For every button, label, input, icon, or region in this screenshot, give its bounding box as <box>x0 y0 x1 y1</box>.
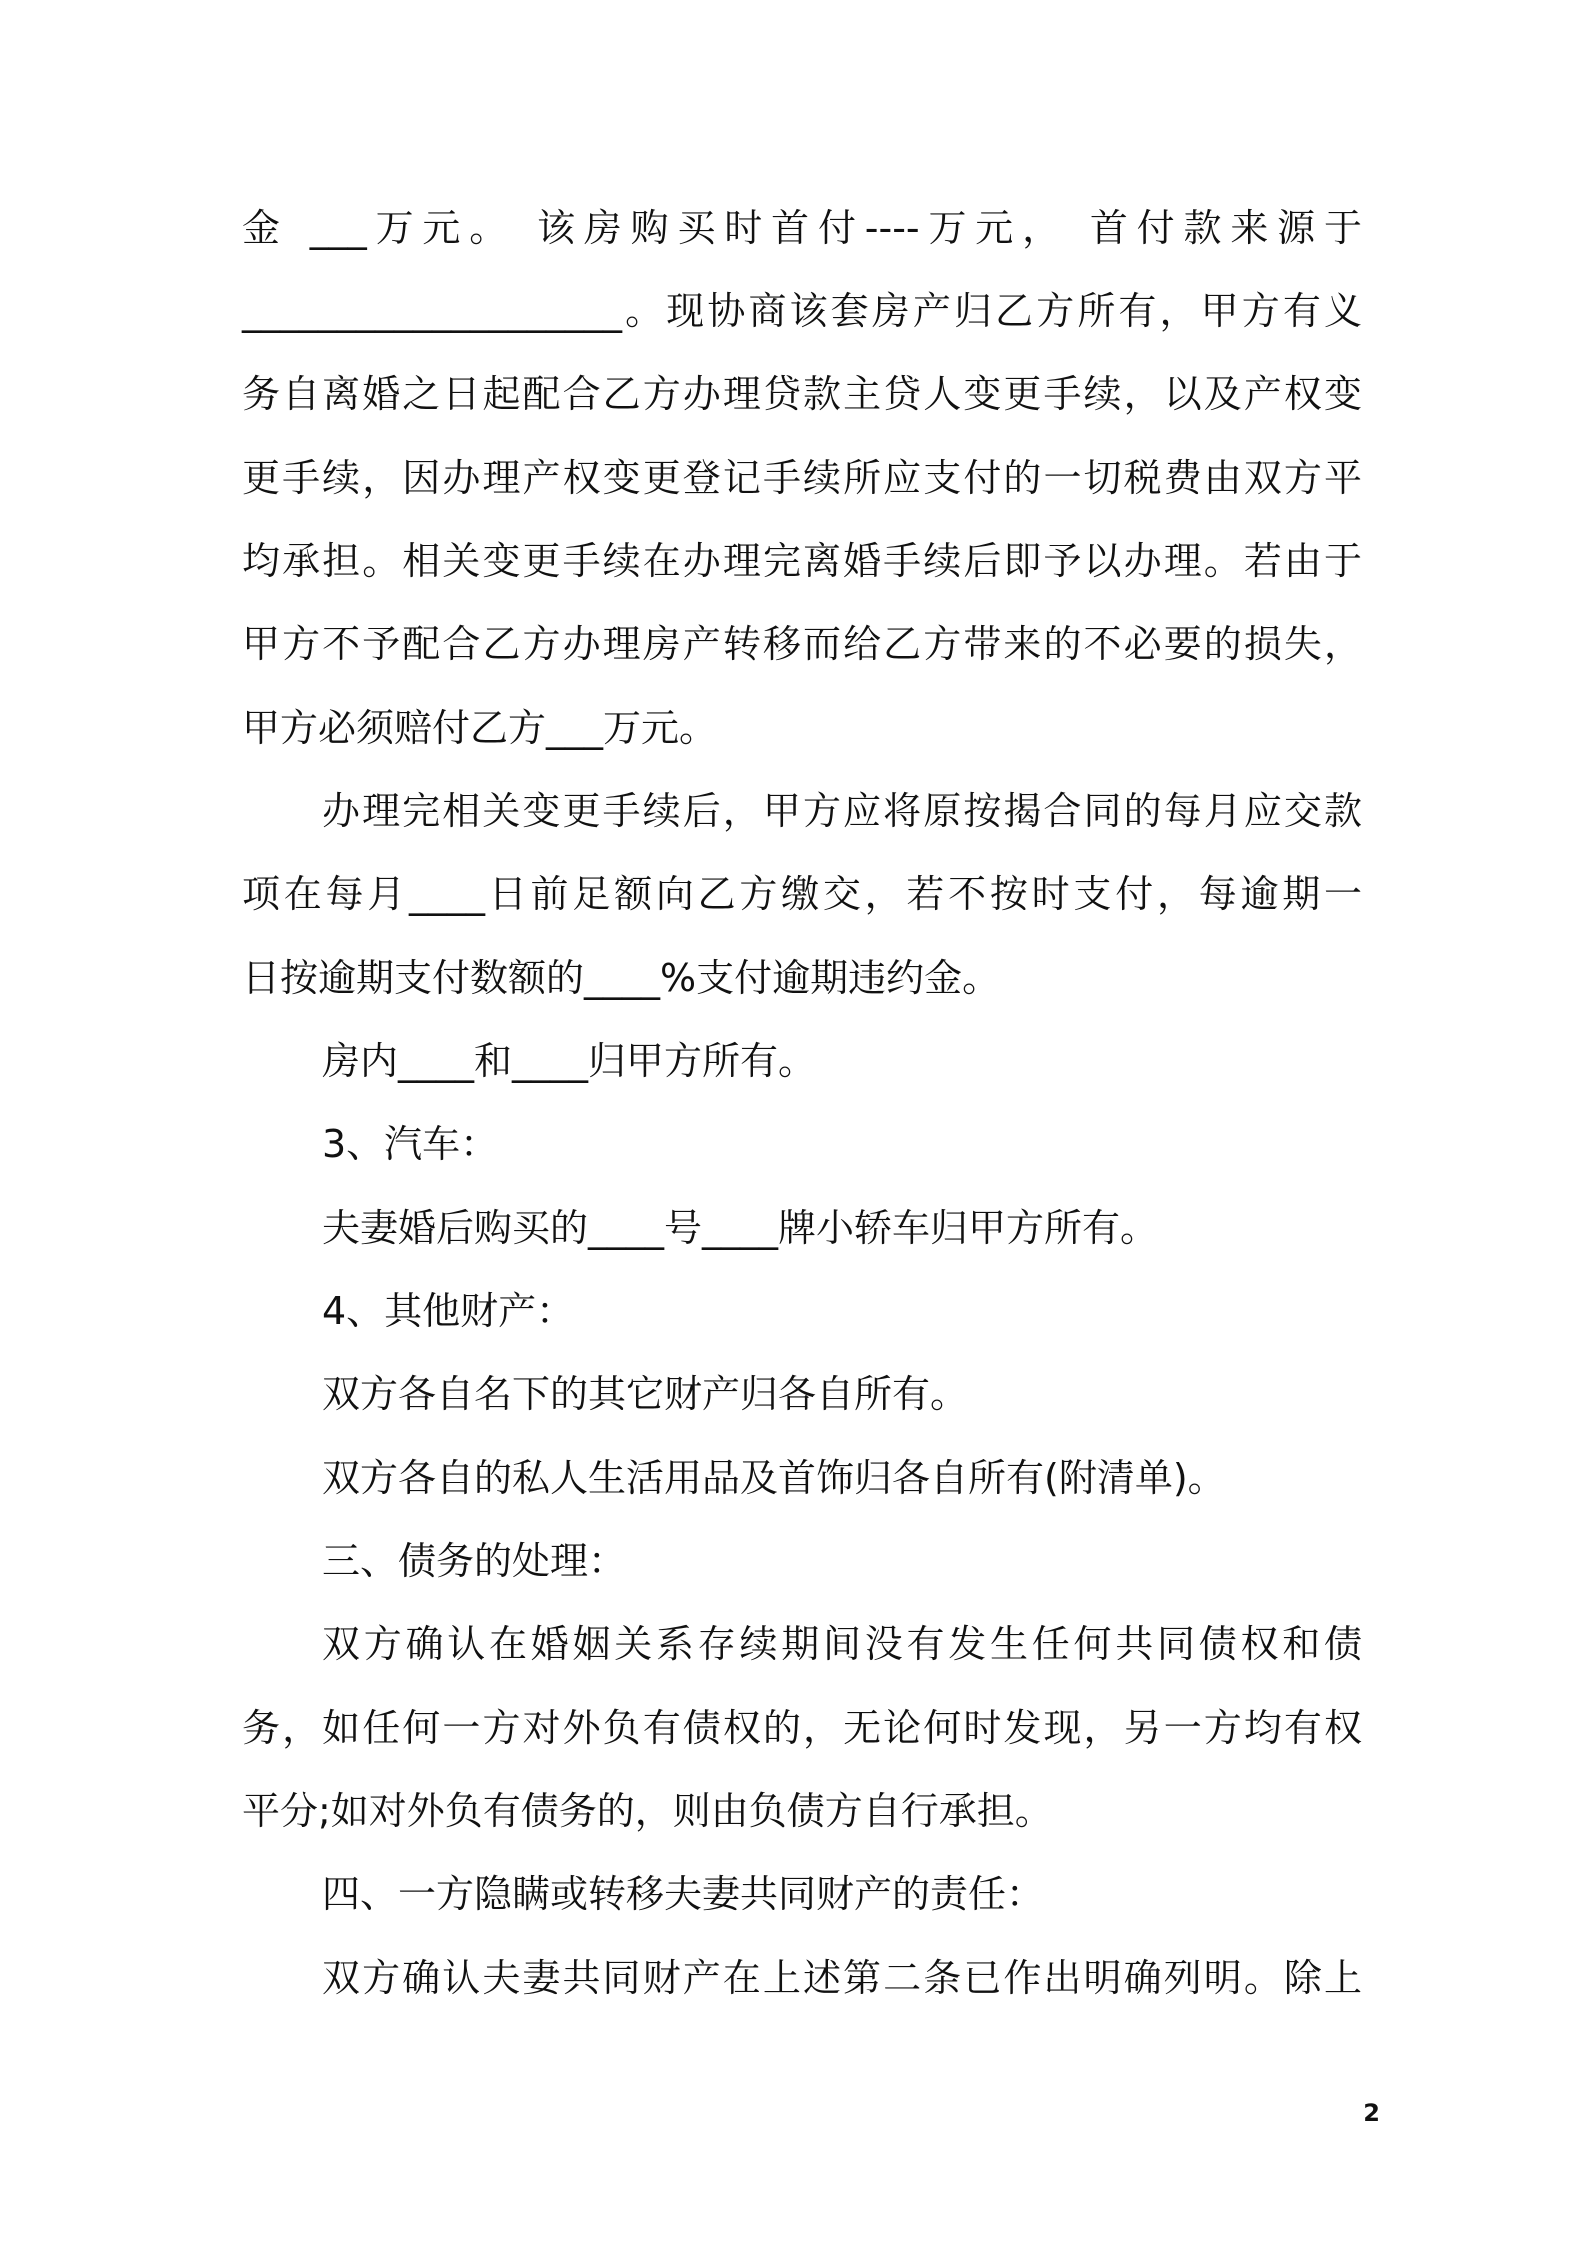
section-heading-other-property: 4、其他财产： <box>322 1289 575 1333</box>
section-heading-car: 3、汽车： <box>322 1122 499 1166</box>
text-line-20: 平分;如对外负有债务的，则由负债方自行承担。 <box>242 1789 1053 1833</box>
text-line-18: 双方确认在婚姻关系存续期间没有发生任何共同债权和债 <box>322 1622 1362 1666</box>
section-heading-liability: 四、一方隐瞒或转移夫妻共同财产的责任： <box>322 1872 1045 1916</box>
text-line-10: 日按逾期支付数额的____%支付逾期违约金。 <box>242 956 1001 1000</box>
page-number: 2 <box>1363 2099 1380 2127</box>
text-line-6: 甲方不予配合乙方办理房产转移而给乙方带来的不必要的损失， <box>242 622 1362 666</box>
text-line-16: 双方各自的私人生活用品及首饰归各自所有(附清单)。 <box>322 1456 1226 1500</box>
text-line-22: 双方确认夫妻共同财产在上述第二条已作出明确列明。除上 <box>322 1956 1362 2000</box>
text-line-8: 办理完相关变更手续后，甲方应将原按揭合同的每月应交款 <box>322 789 1362 833</box>
text-line-13: 夫妻婚后购买的____号____牌小轿车归甲方所有。 <box>322 1206 1159 1250</box>
text-line-3: 务自离婚之日起配合乙方办理贷款主贷人变更手续，以及产权变 <box>242 372 1362 416</box>
text-line-2: ____________________。现协商该套房产归乙方所有，甲方有义 <box>242 289 1362 333</box>
text-line-15: 双方各自名下的其它财产归各自所有。 <box>322 1372 969 1416</box>
text-line-19: 务，如任何一方对外负有债权的，无论何时发现，另一方均有权 <box>242 1706 1362 1750</box>
text-line-7: 甲方必须赔付乙方___万元。 <box>242 706 718 750</box>
text-line-11: 房内____和____归甲方所有。 <box>322 1039 817 1083</box>
text-line-4: 更手续，因办理产权变更登记手续所应支付的一切税费由双方平 <box>242 456 1362 500</box>
text-line-9: 项在每月____日前足额向乙方缴交，若不按时支付，每逾期一 <box>242 872 1362 916</box>
section-heading-debts: 三、债务的处理： <box>322 1539 627 1583</box>
text-line-5: 均承担。相关变更手续在办理完离婚手续后即予以办理。若由于 <box>242 539 1362 583</box>
text-line-1: 金 ___万元。 该房购买时首付----万元， 首付款来源于 <box>242 206 1362 250</box>
